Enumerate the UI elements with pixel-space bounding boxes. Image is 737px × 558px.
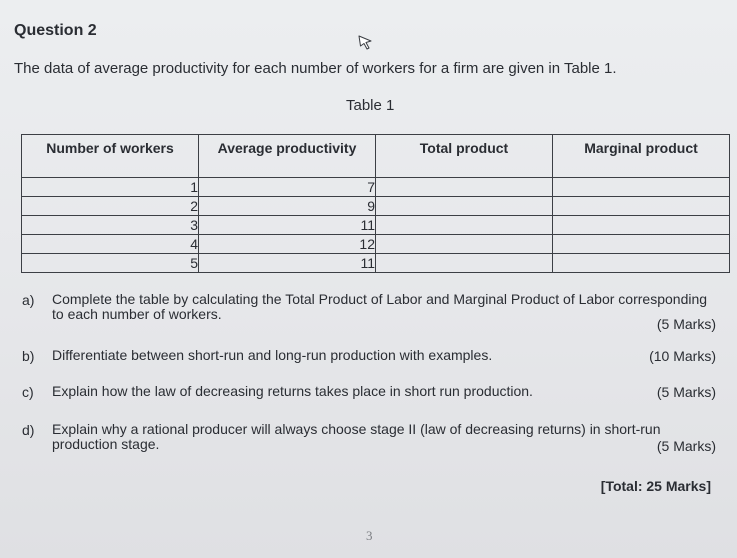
- part-a: [22, 292, 716, 332]
- part-letter: c): [22, 384, 34, 400]
- productivity-table: [21, 134, 730, 273]
- header-marginal-product: Marginal product: [553, 135, 730, 178]
- cell-average: 9: [199, 197, 376, 216]
- part-text: Explain why a rational producer will always choose stage II (law of decreasing returns) in short-run production stage.: [52, 421, 661, 452]
- cell-workers: 5: [22, 254, 199, 273]
- cell-marginal: [553, 197, 730, 216]
- part-c: [22, 384, 716, 404]
- header-total-product: Total product: [376, 135, 553, 178]
- table-row: [22, 197, 730, 216]
- part-letter: d): [22, 422, 35, 438]
- part-b: [22, 348, 716, 368]
- cell-average: 11: [199, 216, 376, 235]
- cell-marginal: [553, 216, 730, 235]
- cell-total: [376, 197, 553, 216]
- part-marks: (5 Marks): [656, 384, 716, 400]
- cell-workers: 4: [22, 235, 199, 254]
- table-row: [22, 235, 730, 254]
- cell-marginal: [553, 254, 730, 273]
- part-letter: b): [22, 348, 35, 364]
- part-text: Complete the table by calculating the Total Product of Labor and Marginal Product of Labor corresponding to each number of workers.: [52, 291, 708, 322]
- cell-total: [376, 254, 553, 273]
- part-marks: (5 Marks): [656, 438, 716, 454]
- part-d: [22, 422, 716, 462]
- part-marks: (5 Marks): [656, 316, 716, 332]
- question-title: Question 2: [14, 22, 97, 39]
- cell-workers: 1: [22, 178, 199, 197]
- header-average-productivity: Average productivity: [199, 135, 376, 178]
- table-row: [22, 254, 730, 273]
- question-intro: The data of average productivity for each number of workers for a firm are given in Table 1.: [14, 60, 617, 77]
- header-number-of-workers: Number of workers: [22, 135, 199, 178]
- total-marks: [Total: 25 Marks]: [600, 478, 711, 494]
- cell-workers: 3: [22, 216, 199, 235]
- cell-marginal: [553, 178, 730, 197]
- part-text: Differentiate between short-run and long-run production with examples.: [52, 347, 493, 363]
- cell-average: 11: [199, 254, 376, 273]
- mouse-pointer-icon: [356, 32, 376, 52]
- table-row: [22, 216, 730, 235]
- cell-marginal: [553, 235, 730, 254]
- cell-average: 12: [199, 235, 376, 254]
- part-marks: (10 Marks): [649, 348, 716, 364]
- table-row: [22, 178, 730, 197]
- cell-total: [376, 216, 553, 235]
- page-number: 3: [366, 528, 373, 543]
- cell-workers: 2: [22, 197, 199, 216]
- part-text: Explain how the law of decreasing returns takes place in short run production.: [52, 383, 533, 399]
- table-header-row: [22, 135, 730, 178]
- cell-total: [376, 178, 553, 197]
- table-caption: Table 1: [346, 97, 395, 114]
- cell-average: 7: [199, 178, 376, 197]
- cell-total: [376, 235, 553, 254]
- part-letter: a): [22, 292, 35, 308]
